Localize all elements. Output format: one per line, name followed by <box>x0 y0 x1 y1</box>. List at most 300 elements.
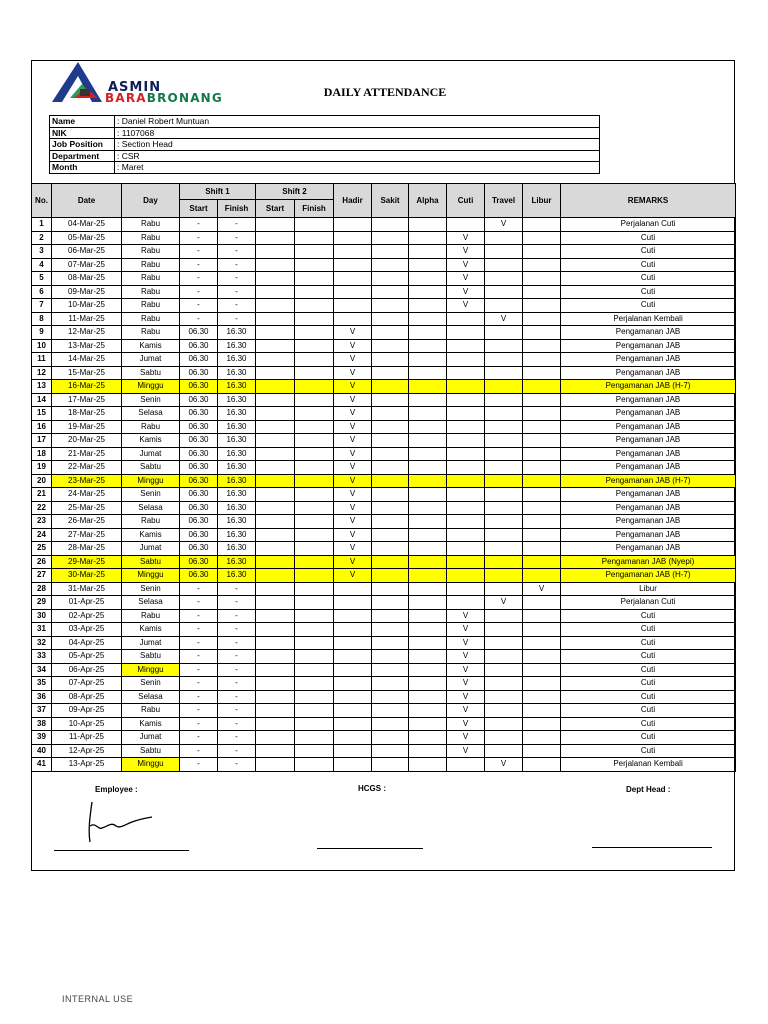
cell-s2s <box>256 542 295 556</box>
cell-cuti <box>447 434 485 448</box>
cell-s1f: 16.30 <box>218 339 256 353</box>
cell-no: 38 <box>32 717 52 731</box>
cell-sakit <box>372 758 409 772</box>
cell-s1s: 06.30 <box>180 353 218 367</box>
attendance-row <box>32 528 736 542</box>
cell-s2f <box>295 528 334 542</box>
cell-sakit <box>372 231 409 245</box>
cell-cuti <box>447 447 485 461</box>
cell-libur <box>523 447 561 461</box>
cell-travel <box>485 231 523 245</box>
cell-day: Rabu <box>122 272 180 286</box>
attendance-row <box>32 744 736 758</box>
cell-day: Jumat <box>122 731 180 745</box>
cell-s1f: - <box>218 596 256 610</box>
cell-sakit <box>372 218 409 232</box>
cell-sakit <box>372 501 409 515</box>
cell-s1s: - <box>180 758 218 772</box>
cell-s1s: - <box>180 731 218 745</box>
cell-travel <box>485 285 523 299</box>
cell-alpha <box>409 596 447 610</box>
cell-cuti <box>447 501 485 515</box>
header-libur: Libur <box>523 184 561 218</box>
cell-no: 28 <box>32 582 52 596</box>
cell-cuti: V <box>447 272 485 286</box>
cell-alpha <box>409 285 447 299</box>
attendance-row <box>32 690 736 704</box>
cell-date: 26-Mar-25 <box>52 515 122 529</box>
cell-remarks: Pengamanan JAB <box>561 515 736 529</box>
cell-remarks: Pengamanan JAB <box>561 339 736 353</box>
cell-day: Jumat <box>122 542 180 556</box>
cell-cuti <box>447 569 485 583</box>
cell-s1s: 06.30 <box>180 366 218 380</box>
cell-s2s <box>256 353 295 367</box>
cell-day: Rabu <box>122 218 180 232</box>
cell-s1f: - <box>218 731 256 745</box>
cell-cuti <box>447 366 485 380</box>
header-shift2-start: Start <box>256 200 295 218</box>
cell-hadir <box>334 636 372 650</box>
cell-date: 03-Apr-25 <box>52 623 122 637</box>
cell-libur <box>523 636 561 650</box>
cell-s1f: 16.30 <box>218 528 256 542</box>
cell-s2s <box>256 609 295 623</box>
hcgs-signature-label: HCGS : <box>358 784 386 793</box>
cell-cuti <box>447 596 485 610</box>
cell-date: 15-Mar-25 <box>52 366 122 380</box>
cell-alpha <box>409 717 447 731</box>
cell-cuti: V <box>447 245 485 259</box>
header-no: No. <box>32 184 52 218</box>
cell-s1s: - <box>180 623 218 637</box>
cell-s1s: 06.30 <box>180 515 218 529</box>
cell-travel <box>485 245 523 259</box>
cell-s2f <box>295 650 334 664</box>
cell-no: 39 <box>32 731 52 745</box>
cell-hadir: V <box>334 501 372 515</box>
cell-s1f: - <box>218 677 256 691</box>
cell-date: 25-Mar-25 <box>52 501 122 515</box>
cell-hadir <box>334 677 372 691</box>
cell-s2s <box>256 717 295 731</box>
cell-remarks: Pengamanan JAB <box>561 353 736 367</box>
logo-text-barabronang <box>105 91 223 105</box>
cell-date: 12-Mar-25 <box>52 326 122 340</box>
employee-signature-image <box>82 796 162 846</box>
cell-hadir: V <box>334 542 372 556</box>
cell-hadir: V <box>334 569 372 583</box>
cell-sakit <box>372 690 409 704</box>
cell-date: 13-Mar-25 <box>52 339 122 353</box>
cell-s1s: 06.30 <box>180 407 218 421</box>
attendance-row <box>32 353 736 367</box>
cell-alpha <box>409 245 447 259</box>
cell-alpha <box>409 731 447 745</box>
cell-s2s <box>256 420 295 434</box>
cell-libur <box>523 677 561 691</box>
cell-cuti <box>447 542 485 556</box>
cell-sakit <box>372 353 409 367</box>
cell-no: 36 <box>32 690 52 704</box>
cell-hadir <box>334 758 372 772</box>
attendance-row <box>32 609 736 623</box>
cell-hadir: V <box>334 528 372 542</box>
cell-day: Selasa <box>122 596 180 610</box>
cell-hadir <box>334 717 372 731</box>
cell-no: 1 <box>32 218 52 232</box>
attendance-row <box>32 366 736 380</box>
cell-date: 14-Mar-25 <box>52 353 122 367</box>
cell-libur <box>523 515 561 529</box>
cell-hadir <box>334 744 372 758</box>
cell-no: 16 <box>32 420 52 434</box>
cell-libur <box>523 420 561 434</box>
cell-cuti: V <box>447 690 485 704</box>
cell-s1s: - <box>180 218 218 232</box>
cell-sakit <box>372 636 409 650</box>
cell-s2s <box>256 245 295 259</box>
cell-travel <box>485 461 523 475</box>
cell-hadir: V <box>334 515 372 529</box>
attendance-table <box>31 183 736 772</box>
cell-sakit <box>372 272 409 286</box>
cell-sakit <box>372 420 409 434</box>
cell-no: 23 <box>32 515 52 529</box>
cell-s1s: - <box>180 245 218 259</box>
cell-s2s <box>256 677 295 691</box>
header-sakit: Sakit <box>372 184 409 218</box>
cell-hadir: V <box>334 447 372 461</box>
cell-alpha <box>409 461 447 475</box>
cell-s1s: - <box>180 285 218 299</box>
cell-travel <box>485 717 523 731</box>
attendance-row <box>32 447 736 461</box>
cell-s2f <box>295 744 334 758</box>
attendance-row <box>32 434 736 448</box>
cell-remarks: Pengamanan JAB (H-7) <box>561 380 736 394</box>
cell-travel <box>485 353 523 367</box>
cell-remarks: Cuti <box>561 245 736 259</box>
cell-travel <box>485 420 523 434</box>
cell-s1f: - <box>218 636 256 650</box>
cell-no: 35 <box>32 677 52 691</box>
cell-sakit <box>372 339 409 353</box>
info-row <box>50 162 600 174</box>
cell-no: 9 <box>32 326 52 340</box>
cell-s1s: 06.30 <box>180 434 218 448</box>
cell-date: 19-Mar-25 <box>52 420 122 434</box>
cell-remarks: Pengamanan JAB <box>561 407 736 421</box>
cell-alpha <box>409 582 447 596</box>
cell-no: 22 <box>32 501 52 515</box>
cell-day: Kamis <box>122 339 180 353</box>
cell-date: 30-Mar-25 <box>52 569 122 583</box>
cell-date: 21-Mar-25 <box>52 447 122 461</box>
cell-s2f <box>295 488 334 502</box>
info-row <box>50 127 600 139</box>
cell-s1f: 16.30 <box>218 434 256 448</box>
cell-alpha <box>409 488 447 502</box>
cell-s2s <box>256 299 295 313</box>
cell-travel <box>485 488 523 502</box>
attendance-row <box>32 663 736 677</box>
footer-classification: INTERNAL USE <box>62 994 134 1004</box>
attendance-row <box>32 501 736 515</box>
cell-remarks: Cuti <box>561 744 736 758</box>
cell-cuti <box>447 461 485 475</box>
attendance-row <box>32 218 736 232</box>
cell-s2f <box>295 609 334 623</box>
cell-remarks: Pengamanan JAB <box>561 326 736 340</box>
attendance-row <box>32 596 736 610</box>
info-value: : CSR <box>115 150 600 162</box>
cell-date: 12-Apr-25 <box>52 744 122 758</box>
cell-travel <box>485 380 523 394</box>
attendance-row <box>32 272 736 286</box>
cell-no: 33 <box>32 650 52 664</box>
cell-s2s <box>256 569 295 583</box>
cell-sakit <box>372 434 409 448</box>
cell-s2s <box>256 272 295 286</box>
cell-date: 10-Mar-25 <box>52 299 122 313</box>
cell-s2s <box>256 312 295 326</box>
cell-libur <box>523 690 561 704</box>
cell-sakit <box>372 258 409 272</box>
cell-no: 8 <box>32 312 52 326</box>
cell-no: 11 <box>32 353 52 367</box>
cell-hadir <box>334 299 372 313</box>
cell-sakit <box>372 407 409 421</box>
cell-s1s: 06.30 <box>180 447 218 461</box>
cell-sakit <box>372 285 409 299</box>
header-alpha: Alpha <box>409 184 447 218</box>
cell-hadir <box>334 582 372 596</box>
cell-s2f <box>295 542 334 556</box>
cell-hadir: V <box>334 474 372 488</box>
cell-hadir <box>334 596 372 610</box>
cell-day: Sabtu <box>122 744 180 758</box>
cell-cuti: V <box>447 285 485 299</box>
cell-s2f <box>295 663 334 677</box>
cell-s2s <box>256 744 295 758</box>
cell-cuti: V <box>447 609 485 623</box>
cell-remarks: Cuti <box>561 677 736 691</box>
cell-s1s: - <box>180 582 218 596</box>
cell-travel <box>485 623 523 637</box>
cell-sakit <box>372 542 409 556</box>
cell-s1f: 16.30 <box>218 555 256 569</box>
cell-sakit <box>372 569 409 583</box>
cell-cuti: V <box>447 717 485 731</box>
header-shift2-finish: Finish <box>295 200 334 218</box>
cell-remarks: Pengamanan JAB <box>561 447 736 461</box>
attendance-row <box>32 569 736 583</box>
cell-libur <box>523 596 561 610</box>
cell-date: 11-Mar-25 <box>52 312 122 326</box>
cell-date: 07-Apr-25 <box>52 677 122 691</box>
cell-s1s: - <box>180 299 218 313</box>
cell-day: Kamis <box>122 623 180 637</box>
cell-s1s: 06.30 <box>180 393 218 407</box>
cell-day: Senin <box>122 582 180 596</box>
cell-s1s: - <box>180 272 218 286</box>
cell-remarks: Pengamanan JAB <box>561 542 736 556</box>
cell-libur <box>523 461 561 475</box>
info-value: : Maret <box>115 162 600 174</box>
attendance-row <box>32 636 736 650</box>
cell-s1s: 06.30 <box>180 488 218 502</box>
cell-day: Rabu <box>122 285 180 299</box>
cell-day: Rabu <box>122 312 180 326</box>
cell-no: 19 <box>32 461 52 475</box>
cell-no: 3 <box>32 245 52 259</box>
cell-alpha <box>409 609 447 623</box>
cell-hadir: V <box>334 393 372 407</box>
cell-remarks: Pengamanan JAB <box>561 366 736 380</box>
cell-day: Minggu <box>122 474 180 488</box>
cell-no: 12 <box>32 366 52 380</box>
cell-s2f <box>295 285 334 299</box>
cell-sakit <box>372 717 409 731</box>
cell-no: 7 <box>32 299 52 313</box>
cell-date: 20-Mar-25 <box>52 434 122 448</box>
cell-s2s <box>256 488 295 502</box>
dept-head-signature-label: Dept Head : <box>626 785 671 794</box>
cell-remarks: Cuti <box>561 650 736 664</box>
cell-remarks: Pengamanan JAB <box>561 488 736 502</box>
cell-s1s: 06.30 <box>180 339 218 353</box>
cell-libur <box>523 758 561 772</box>
cell-libur <box>523 393 561 407</box>
cell-s1f: - <box>218 285 256 299</box>
cell-date: 24-Mar-25 <box>52 488 122 502</box>
cell-alpha <box>409 353 447 367</box>
cell-alpha <box>409 744 447 758</box>
cell-cuti <box>447 312 485 326</box>
cell-remarks: Perjalanan Cuti <box>561 218 736 232</box>
cell-cuti <box>447 353 485 367</box>
employee-signature-line <box>54 850 189 851</box>
cell-travel <box>485 650 523 664</box>
cell-date: 22-Mar-25 <box>52 461 122 475</box>
cell-s2f <box>295 474 334 488</box>
cell-date: 13-Apr-25 <box>52 758 122 772</box>
cell-s1s: 06.30 <box>180 555 218 569</box>
cell-remarks: Pengamanan JAB (H-7) <box>561 474 736 488</box>
cell-s2f <box>295 704 334 718</box>
attendance-row <box>32 407 736 421</box>
cell-s2f <box>295 636 334 650</box>
attendance-row <box>32 299 736 313</box>
cell-sakit <box>372 663 409 677</box>
cell-remarks: Pengamanan JAB <box>561 420 736 434</box>
cell-no: 40 <box>32 744 52 758</box>
cell-libur <box>523 609 561 623</box>
cell-day: Rabu <box>122 326 180 340</box>
cell-hadir <box>334 690 372 704</box>
cell-remarks: Cuti <box>561 299 736 313</box>
cell-s1s: - <box>180 704 218 718</box>
cell-s2s <box>256 366 295 380</box>
cell-alpha <box>409 555 447 569</box>
cell-s2f <box>295 582 334 596</box>
cell-day: Kamis <box>122 528 180 542</box>
cell-s2s <box>256 407 295 421</box>
cell-sakit <box>372 474 409 488</box>
cell-travel: V <box>485 218 523 232</box>
attendance-row <box>32 717 736 731</box>
cell-s1f: - <box>218 717 256 731</box>
cell-libur <box>523 380 561 394</box>
cell-cuti <box>447 326 485 340</box>
cell-no: 15 <box>32 407 52 421</box>
cell-hadir <box>334 609 372 623</box>
attendance-row <box>32 731 736 745</box>
header-date: Date <box>52 184 122 218</box>
cell-s2f <box>295 312 334 326</box>
cell-remarks: Perjalanan Kembali <box>561 758 736 772</box>
cell-s2f <box>295 380 334 394</box>
cell-sakit <box>372 528 409 542</box>
cell-cuti: V <box>447 704 485 718</box>
cell-travel <box>485 569 523 583</box>
cell-day: Minggu <box>122 380 180 394</box>
cell-sakit <box>372 515 409 529</box>
cell-no: 14 <box>32 393 52 407</box>
cell-travel <box>485 326 523 340</box>
cell-alpha <box>409 758 447 772</box>
cell-s1f: 16.30 <box>218 407 256 421</box>
cell-day: Rabu <box>122 258 180 272</box>
header-shift1-start: Start <box>180 200 218 218</box>
cell-day: Sabtu <box>122 650 180 664</box>
cell-day: Rabu <box>122 609 180 623</box>
cell-s1f: - <box>218 312 256 326</box>
cell-travel <box>485 744 523 758</box>
cell-sakit <box>372 488 409 502</box>
cell-travel <box>485 258 523 272</box>
cell-s1s: - <box>180 650 218 664</box>
cell-s2s <box>256 474 295 488</box>
cell-date: 02-Apr-25 <box>52 609 122 623</box>
cell-s2s <box>256 663 295 677</box>
cell-s2f <box>295 569 334 583</box>
cell-hadir: V <box>334 407 372 421</box>
cell-s2f <box>295 231 334 245</box>
cell-s1s: 06.30 <box>180 380 218 394</box>
cell-s1f: - <box>218 744 256 758</box>
info-row <box>50 116 600 128</box>
cell-s1s: - <box>180 744 218 758</box>
attendance-row <box>32 380 736 394</box>
cell-no: 17 <box>32 434 52 448</box>
cell-s2f <box>295 407 334 421</box>
cell-travel <box>485 663 523 677</box>
cell-s2f <box>295 717 334 731</box>
employee-info-table <box>49 115 600 174</box>
cell-libur <box>523 663 561 677</box>
attendance-row <box>32 623 736 637</box>
cell-travel <box>485 434 523 448</box>
cell-date: 09-Mar-25 <box>52 285 122 299</box>
cell-cuti: V <box>447 258 485 272</box>
cell-day: Senin <box>122 488 180 502</box>
cell-alpha <box>409 218 447 232</box>
cell-libur <box>523 555 561 569</box>
cell-travel <box>485 731 523 745</box>
cell-s2f <box>295 434 334 448</box>
